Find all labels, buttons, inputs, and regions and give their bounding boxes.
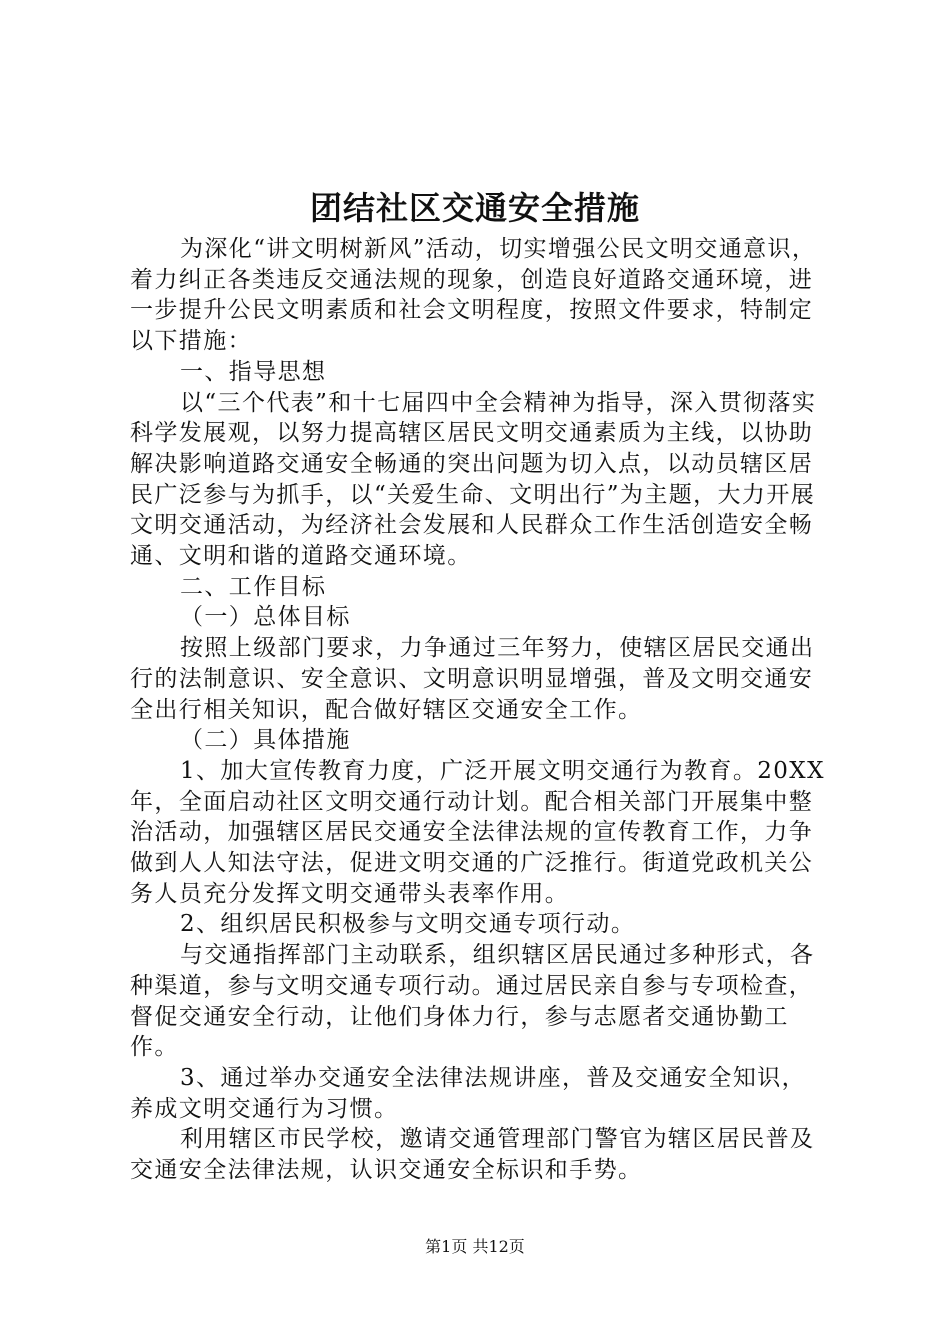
document-title: 团结社区交通安全措施	[309, 189, 640, 227]
subheading-overall-goal: （一）总体目标	[180, 604, 351, 631]
section-heading-guiding-ideology: 一、指导思想	[180, 358, 327, 385]
section-heading-work-goals: 二、工作目标	[180, 573, 327, 600]
intro-paragraph: 为深化“讲文明树新风”活动，切实增强公民文明交通意识，着力纠正各类违反交通法规的现象，创造良好道路交通环境，进一步提升公民文明素质和社会文明程度，按照文件要求，特制定以下措施：	[130, 236, 817, 355]
page-number-footer: 第1页 共12页	[425, 1237, 525, 1256]
measure-2-paragraph: 与交通指挥部门主动联系，组织辖区居民通过多种形式，各种渠道，参与文明交通专项行动。通过居民亲自参与专项检查，督促交通安全行动，让他们身体力行，参与志愿者交通协勤工作。	[130, 942, 815, 1061]
subheading-specific-measures: （二）具体措施	[180, 727, 351, 754]
measure-2-heading: 2、组织居民积极参与文明交通专项行动。	[180, 911, 636, 938]
measure-3-heading: 3、通过举办交通安全法律法规讲座，普及交通安全知识，养成文明交通行为习惯。	[130, 1064, 807, 1122]
measure-3-paragraph: 利用辖区市民学校，邀请交通管理部门警官为辖区居民普及交通安全法律法规，认识交通安全标识和手势。	[130, 1126, 815, 1184]
document-body	[130, 234, 830, 1186]
measure-1-paragraph: 1、加大宣传教育力度，广泛开展文明交通行为教育。20XX年，全面启动社区文明交通行动计划。配合相关部门开展集中整治活动，加强辖区居民交通安全法律法规的宣传教育工作，力争做到人人知法守法，促进文明交通的广泛推行。街道党政机关公务人员充分发挥文明交通带头表率作用。	[130, 757, 825, 907]
overall-goal-paragraph: 按照上级部门要求，力争通过三年努力，使辖区居民交通出行的法制意识、安全意识、文明意识明显增强，普及文明交通安全出行相关知识，配合做好辖区交通安全工作。	[130, 635, 815, 723]
guiding-ideology-paragraph: 以“三个代表”和十七届四中全会精神为指导，深入贯彻落实科学发展观，以努力提高辖区居民文明交通素质为主线，以协助解决影响道路交通安全畅通的突出问题为切入点，以动员辖区居民广泛参与为抓手，以“关爱生命、文明出行”为主题，大力开展文明交通活动，为经济社会发展和人民群众工作生活创造安全畅通、文明和谐的道路交通环境。	[130, 389, 817, 570]
